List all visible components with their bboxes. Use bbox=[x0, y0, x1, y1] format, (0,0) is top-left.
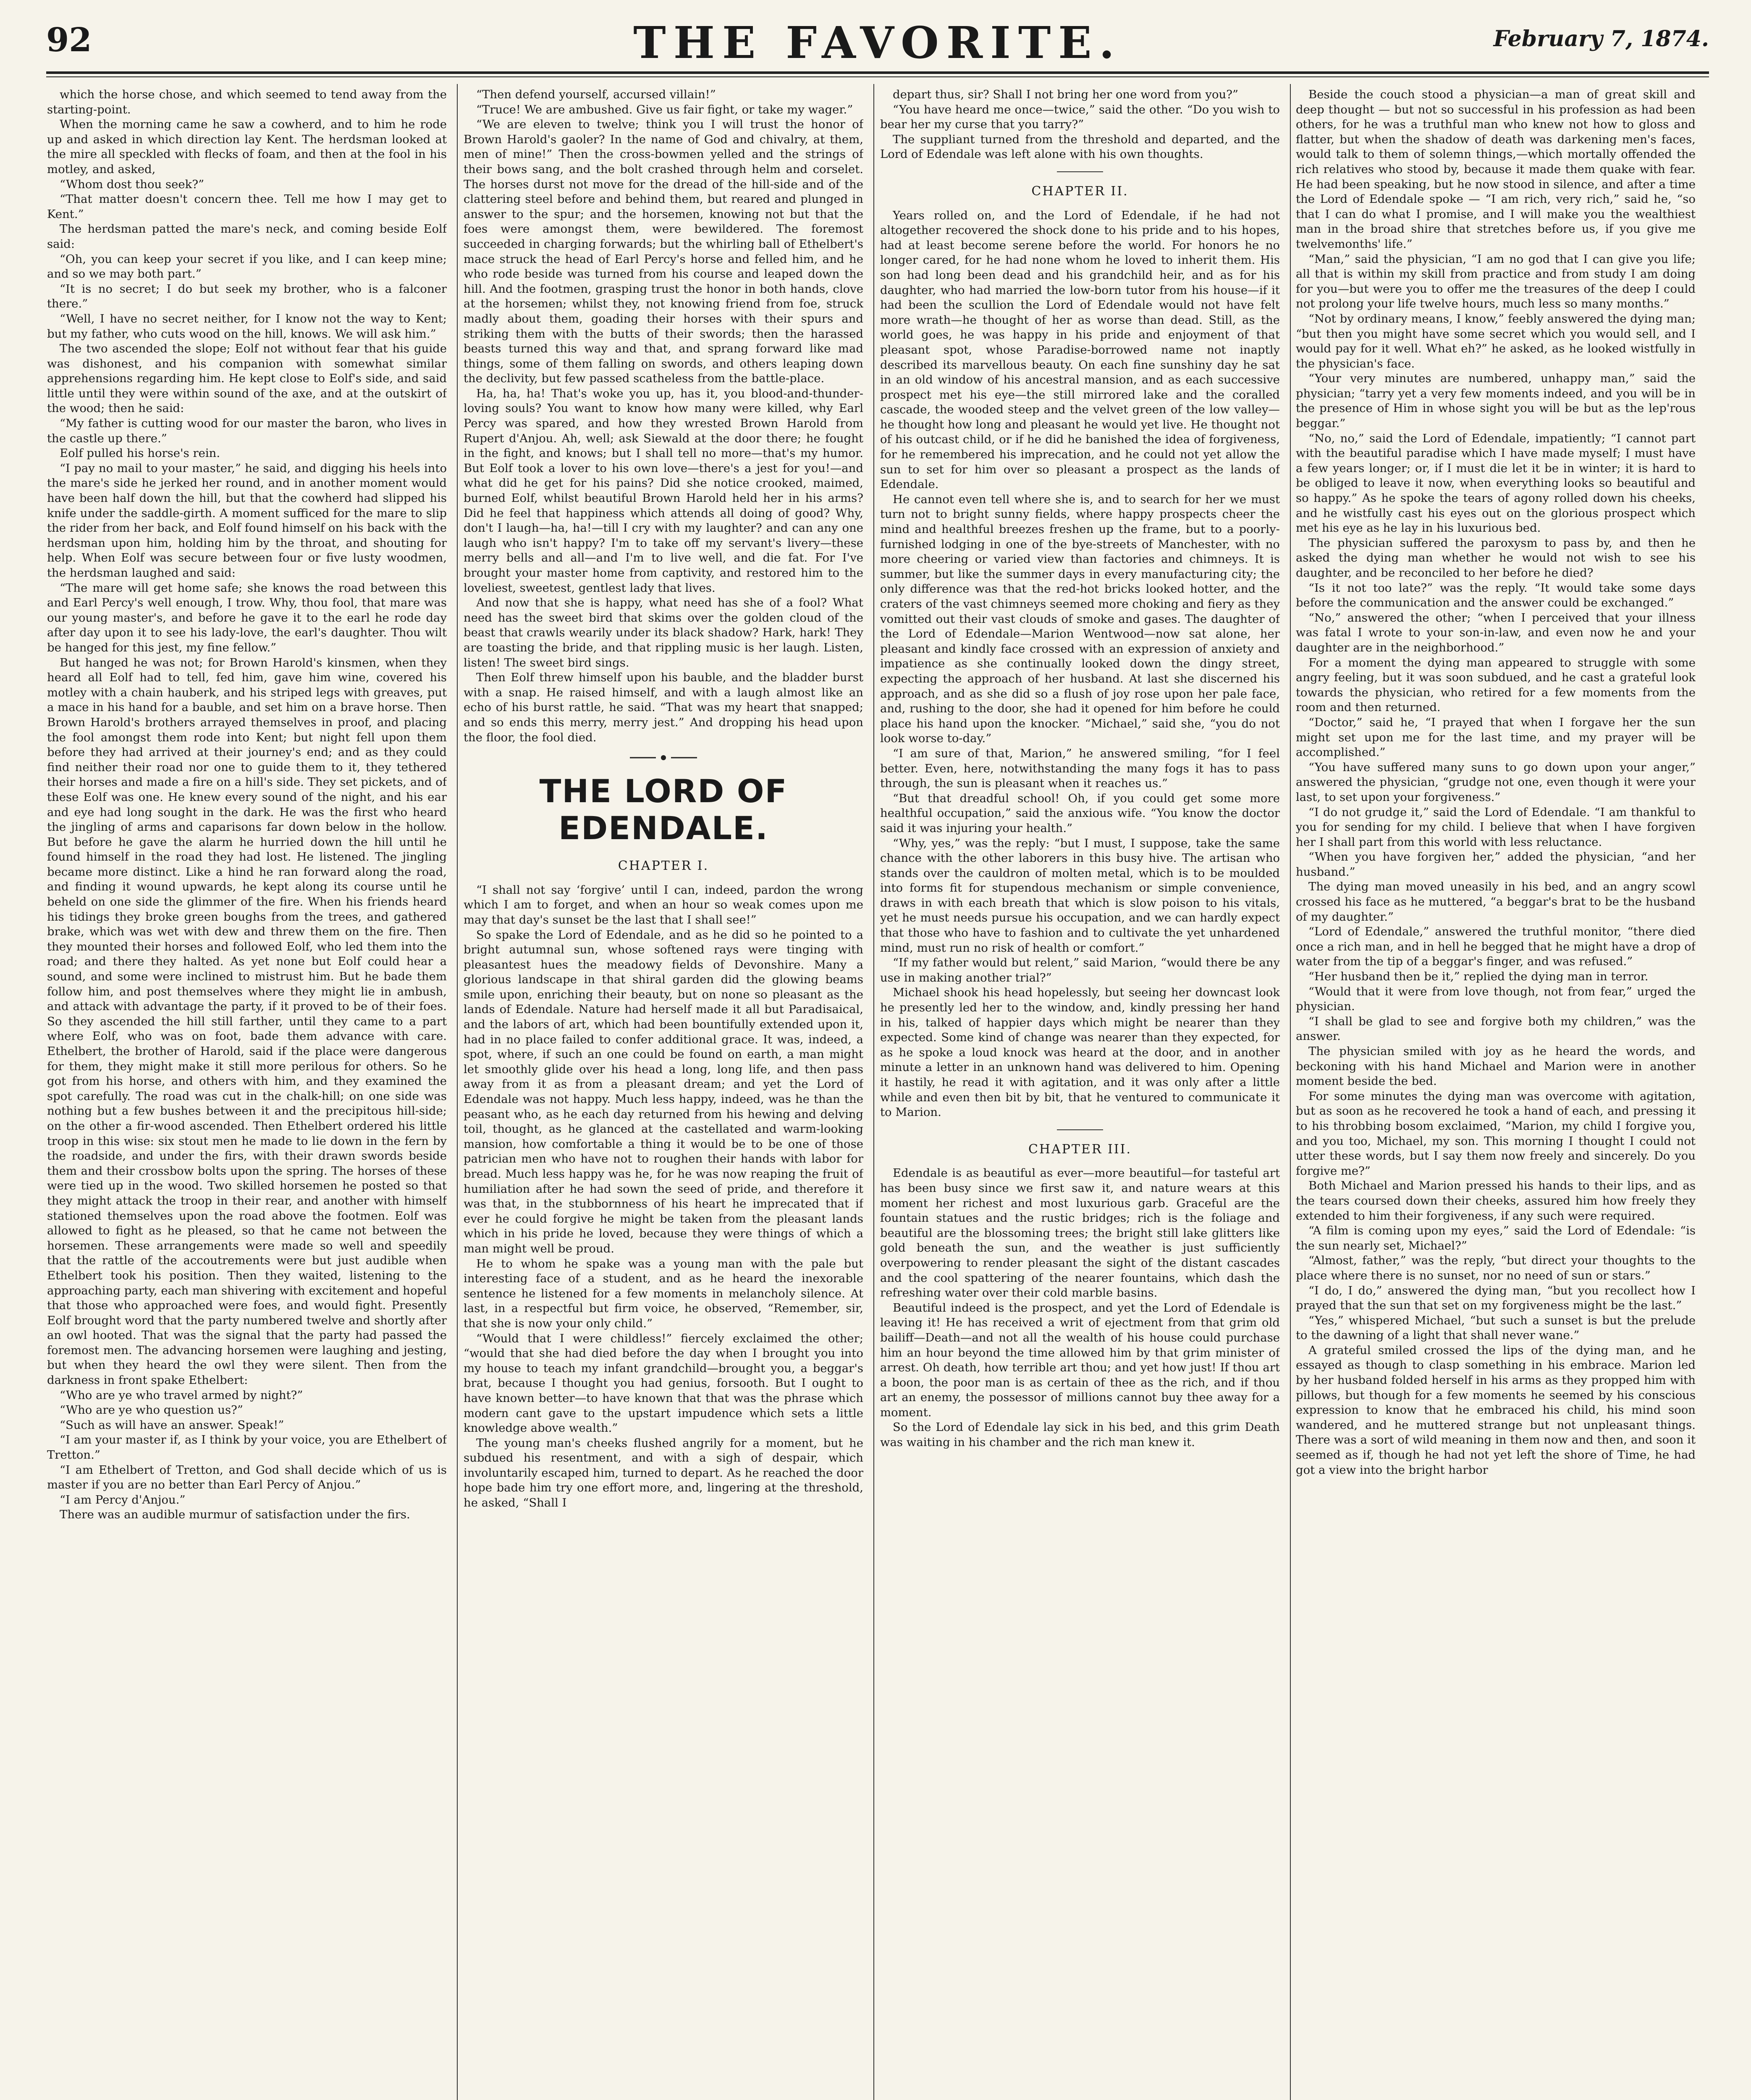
paragraph: “I shall not say ‘forgive’ until I can, indeed, pardon the wrong which I am to forget, and when an hour so weak comes upon me may that day's sunset be the last that I shall see!” bbox=[464, 883, 863, 927]
paragraph: “It is no secret; I do but seek my brother, who is a falconer there.” bbox=[47, 282, 447, 311]
paragraph: “Whom dost thou seek?” bbox=[60, 177, 204, 191]
paragraph: The dying man moved uneasily in his bed, and an angry scowl crossed his face as he muttered, “a beggar's brat to be the husband of my daughter.” bbox=[1296, 880, 1696, 924]
section-rule bbox=[1057, 1129, 1103, 1130]
paragraph: The herdsman patted the mare's neck, and coming beside Eolf said: bbox=[47, 222, 447, 251]
column-2 bbox=[464, 87, 863, 2100]
paragraph: Edendale is as beautiful as ever—more beautiful—for tasteful art has been busy since we first saw it, and nature wears at this moment her richest and most luxurious garb. Graceful are the fountain statues and the rustic bridges; rich is the foliage and beautiful are the blossoming trees; the bright still lake glitters like gold beneath the sun, and the weather is just sufficiently overpowering to render pleasant the sight of the distant cascades and the cool spattering of the nearer fountains, which dash the refreshing water over their cold marble basins. bbox=[880, 1166, 1280, 1300]
paragraph: “Truce! We are ambushed. Give us fair fight, or take my wager.” bbox=[476, 102, 853, 116]
paragraph: “My father is cutting wood for our master the baron, who lives in the castle up there.” bbox=[47, 417, 447, 445]
paragraph: “If my father would but relent,” said Marion, “would there be any use in making another trial?” bbox=[880, 956, 1280, 984]
paragraph: Eolf pulled his horse's rein. bbox=[60, 446, 220, 460]
paragraph: “Why, yes,” was the reply: “but I must, I suppose, take the same chance with the other laborers in this busy hive. The artisan who stands over the cauldron of molten metal, which is to be moulded into forms fit for stupendous mechanism or simple convenience, draws in with each breath that which is slow poison to his vitals, yet he must needs pursue his occupation, and we can hardly expect that those who have to fashion and to cultivate the yet unhardened mind, must run no risk of health or comfort.” bbox=[880, 836, 1280, 955]
paragraph: Years rolled on, and the Lord of Edendale, if he had not altogether recovered the shock done to his pride and to his hopes, had at least become serene before the world. For honors he no longer cared, for he had none whom he loved to inherit them. His son had long been dead and his grandchild heir, and as for his daughter, who had married the low-born tutor from his house—if it had been the scullion the Lord of Edendale would not have felt more wrath—he thought of her as worse than dead. Still, as the world goes, he was happy in his pride and enjoyment of that pleasant spot, whose Paradise-borrowed name not inaptly described its marvellous beauty. On each fine sunshiny day he sat in an old window of his ancestral mansion, and as each successive prospect met his eye—the still mirrored lake and the coralled cascade, the wooded steep and the velvet green of the low valley—he thought how long and pleasant he would yet live. He thought not of his outcast child, or if he did he banished the idea of forgiveness, for he remembered his imprecation, and he could not yet allow the sun to set for him over so pleasant a prospect as the lands of Edendale. bbox=[880, 208, 1280, 491]
paragraph: “Such as will have an answer. Speak!” bbox=[60, 1418, 284, 1432]
paragraph: But hanged he was not; for Brown Harold's kinsmen, when they heard all Eolf had to tell, fed him, gave him wine, covered his motley with a chain hauberk, and his striped legs with greaves, put a mace in his hand for a bauble, and set him on a brave horse. Then Brown Harold's brothers arrayed themselves in proof, and placing the fool amongst them rode into Kent; but night fell upon them before they had arrived at their journey's end; and as they could find neither their road nor one to guide them to it, they tethered their horses and made a fire on a hill's side. They set pickets, and of these Eolf was one. He knew every sound of the night, and his ear and eye had long sought in the dark. He was the first who heard the jingling of arms and caparisons far down below in the hollow. But before he gave the alarm he hurried down the hill until he found himself in the road they had lost. He listened. The jingling became more distinct. Like a hind he ran forward along the road, and finding it wound upwards, he kept along its course until he beheld on one side the glimmer of the fire. When his friends heard his tidings they broke green boughs from the trees, and gathered brake, which was wet with dew and threw them on the fire. Then they mounted their horses and followed Eolf, who led them into the road; and there they halted. As yet none but Eolf could hear a sound, and some were inclined to mistrust him. But he bade them follow him, and post themselves where they might lie in ambush, and attack with advantage the party, if it proved to be of their foes. So they ascended the hill still farther, until they came to a part where Eolf, who was on foot, bade them advance with care. Ethelbert, the brother of Harold, said if the place were dangerous for them, they might make it still more perilous for others. So he got from his horse, and others with him, and they examined the spot carefully. The road was cut in the chalk-hill; on one side was nothing but a few bushes between it and the precipitous hill-side; on the other a fir-wood ascended. Then Ethelbert ordered his little troop in this wise: six stout men he made to lie down in the fern by the roadside, and under the firs, with their drawn swords beside them and their crossbow bolts upon the spring. The horses of these were tied up in the wood. Two skilled horsemen he posted so that they might attack the troop in their rear, and another with himself stationed themselves upon the road above the footmen. Eolf was allowed to fight as he pleased, so that he came not between the horsemen. These arrangements were made so well and speedily that the rattle of the accoutrements were but just audible when Ethelbert took his position. Then they waited, listening to the approaching party, each man shivering with excitement and hopeful that those who approached were foes, and would fight. Presently Eolf brought word that the party numbered twelve and shortly after an owl hooted. That was the signal that the party had passed the foremost men. The advancing horsemen were laughing and jesting, but when they heard the owl they were silent. Then from the darkness in front spake Ethelbert: bbox=[47, 656, 447, 1387]
paragraph: Beside the couch stood a physician—a man of great skill and deep thought — but not so successful in his profession as had been others, for he was a truthful man who knew not how to gloss and flatter, but when the shadow of death was darkening men's faces, would talk to them of solemn things,—which mortally offended the rich relatives who stood by, because it made them quake with fear. He had been speaking, but he now stood in silence, and after a time the Lord of Edendale spoke — “I am rich, very rich,” said he, “so that I can do what I promise, and I will make you the wealthiest man in the broad shire that stretches before us, if you give me twelvemonths' life.” bbox=[1296, 88, 1696, 251]
paragraph: “But that dreadful school! Oh, if you could get some more healthful occupation,” said the anxious wife. “You know the doctor said it was injuring your health.” bbox=[880, 791, 1280, 835]
column-4 bbox=[1296, 87, 1696, 2100]
paragraph: “Oh, you can keep your secret if you like, and I can keep mine; and so we may both part.” bbox=[47, 252, 447, 281]
paragraph: The two ascended the slope; Eolf not without fear that his guide was dishonest, and his companion with somewhat similar apprehensions regarding him. He kept close to Eolf's side, and said little until they were within sound of the axe, and at the outskirt of the wood; then he said: bbox=[47, 342, 447, 415]
paragraph: Then Eolf threw himself upon his bauble, and the bladder burst with a snap. He raised himself, and with a laugh almost like an echo of his burst rattle, he said. “That was my heart that snapped; and so ends this merry, merry jest.” And dropping his head upon the floor, the fool died. bbox=[464, 671, 863, 744]
page-number: 92 bbox=[46, 21, 92, 59]
paragraph: “Not by ordinary means, I know,” feebly answered the dying man; “but then you might have some secret which you would sell, and I would pay for it well. What eh?” he asked, as he looked wistfully in the physician's face. bbox=[1296, 312, 1696, 370]
paragraph: “Lord of Edendale,” answered the truthful monitor, “there died once a rich man, and in hell he begged that he might have a drop of water from the tip of a beggar's finger, and was refused.” bbox=[1296, 925, 1696, 969]
ornament-divider bbox=[630, 753, 697, 762]
paragraph: “Almost, father,” was the reply, “but direct your thoughts to the place where there is no sunset, nor no need of sun or stars.” bbox=[1296, 1254, 1696, 1282]
paragraph: “Her husband then be it,” replied the dying man in terror. bbox=[1308, 970, 1649, 984]
paragraph: “Would that I were childless!” fiercely exclaimed the other; “would that she had died before the day when I brought you into my house to teach my infant grandchild—brought you, a beggar's brat, because I thought you had genius, forsooth. But I ought to have known better—to have known that that was the phrase which modern cant gave to the upstart impudence which sets a little knowledge above wealth.” bbox=[464, 1331, 863, 1435]
story-ending bbox=[464, 87, 863, 745]
chapter-1-text bbox=[464, 883, 863, 1511]
chapter-heading: CHAPTER III. bbox=[1028, 1142, 1132, 1157]
paragraph: “I shall be glad to see and forgive both my children,” was the answer. bbox=[1296, 1014, 1696, 1043]
chapter-2-text bbox=[880, 208, 1280, 1120]
column-3 bbox=[880, 87, 1280, 2100]
paragraph: “No, no,” said the Lord of Edendale, impatiently; “I cannot part with the beautiful paradise which I have made myself; I must have a few years longer; or, if I must die let it be in winter; it is hard to be obliged to leave it now, when everything looks so beautiful and so happy.” As he spoke the tears of agony rolled down his cheeks, and he wistfully cast his eyes out on the glorious prospect which met his eye as he lay in his luxurious bed. bbox=[1296, 431, 1696, 535]
paragraph: “No,” answered the other; “when I perceived that your illness was fatal I wrote to your son-in-law, and even now he and your daughter are in the neighborhood.” bbox=[1296, 611, 1696, 654]
column-divider bbox=[1290, 84, 1291, 2100]
paragraph: “A film is coming upon my eyes,” said the Lord of Edendale: “is the sun nearly set, Michael?” bbox=[1296, 1224, 1696, 1252]
paragraph: Ha, ha, ha! That's woke you up, has it, you blood-and-thunder-loving souls? You want to know how many were killed, why Earl Percy was spared, and how they wrested Brown Harold from Rupert d'Anjou. Ah, well; ask Siewald at the door there; he fought in the fight, and knows; but I shall tell no more—that's my humor. But Eolf took a lover to his own love—there's a jest for you!—and what did he get for his pains? Did she notice crooked, maimed, burned Eolf, whilst beautiful Brown Harold held her in his arms? Did he feel that happiness which attends all doing of good? Why, don't I laugh—ha, ha!—till I cry with my laughter? and can any one laugh who isn't happy? I'm to take off my servant's livery—these merry bells and all—and I'm to live well, and die fat. For I've brought your master home from captivity, and restored him to the loveliest, sweetest, gentlest lady that lives. bbox=[464, 386, 863, 595]
issue-date: February 7, 1874. bbox=[1493, 26, 1709, 52]
paragraph: “I am Ethelbert of Tretton, and God shall decide which of us is master if you are no better than Earl Percy of Anjou.” bbox=[47, 1463, 447, 1492]
paragraph: He cannot even tell where she is, and to search for her we must turn not to bright sunny fields, where happy prospects cheer the mind and healthful breezes freshen up the frame, but to a poorly-furnished lodging in one of the bye-streets of Manchester, with no more cheering or varied view than factories and chimneys. It is summer, but like the summer days in every manufacturing city; the only difference was that the red-hot bricks looked hotter, and the craters of the vast chimneys seemed more choking and fiery as they vomitted out their vast clouds of smoke and gases. The daughter of the Lord of Edendale—Marion Wentwood—now sat alone, her pleasant and kindly face crossed with an expression of anxiety and impatience as she continually looked down the dingy street, expecting the approach of her husband. At last she discerned his approach, and as she did so a flush of joy rose upon her pale face, and, rushing to the door, she had it opened for him before he could place his hand upon the knocker. “Michael,” said she, “you do not look worse to-day.” bbox=[880, 492, 1280, 746]
chapter-heading: CHAPTER II. bbox=[1031, 184, 1129, 199]
paragraph: Beautiful indeed is the prospect, and yet the Lord of Edendale is leaving it! He has received a writ of ejectment from that grim old bailiff—Death—and not all the wealth of his house could purchase him an hour beyond the time allowed him by that grim minister of arrest. Oh death, how terrible art thou; and yet how just! If thou art a boon, the poor man is as certain of thee as the rich, and if thou art an enemy, the possessor of millions cannot buy thee away for a moment. bbox=[880, 1301, 1280, 1419]
masthead-title: THE FAVORITE. bbox=[633, 17, 1122, 68]
paragraph: There was an audible murmur of satisfaction under the firs. bbox=[60, 1508, 410, 1522]
paragraph: depart thus, sir? Shall I not bring her one word from you?” bbox=[893, 88, 1239, 101]
paragraph: “I am your master if, as I think by your voice, you are Ethelbert of Tretton.” bbox=[47, 1433, 447, 1462]
paragraph: For a moment the dying man appeared to struggle with some angry feeling, but it was soon subdued, and he cast a grateful look towards the physician, who retired for a few moments from the room and then returned. bbox=[1296, 656, 1696, 714]
paragraph: “Would that it were from love though, not from fear,” urged the physician. bbox=[1296, 984, 1696, 1013]
paragraph: Both Michael and Marion pressed his hands to their lips, and as the tears coursed down their cheeks, assured him how freely they extended to him their forgiveness, if any such were required. bbox=[1296, 1179, 1696, 1223]
paragraph: “Your very minutes are numbered, unhappy man,” said the physician; “tarry yet a very few moments indeed, and you will be in the presence of Him in whose sight you will be but as the lep'rous beggar.” bbox=[1296, 372, 1696, 430]
paragraph: “Man,” said the physician, “I am no god that I can give you life; all that is within my skill from practice and from study I am doing for you—but were you to offer me the treasures of the deep I could not prolong your life twelve hours, much less so many months.” bbox=[1296, 252, 1696, 311]
paragraph: “I pay no mail to your master,” he said, and digging his heels into the mare's side he jerked her round, and in another moment would have been half down the hill, but that the cowherd had slipped his knife under the saddle-girth. A moment sufficed for the mare to slip the rider from her back, and Eolf found himself on his back with the herdsman upon him, holding him by the throat, and shouting for help. When Eolf was secure between four or five lusty woodmen, the herdsman laughed and said: bbox=[47, 461, 447, 580]
paragraph: “You have heard me once—twice,” said the other. “Do you wish to bear her my curse that you tarry?” bbox=[880, 102, 1280, 131]
chapter-3-text bbox=[880, 1166, 1280, 1450]
story-title: THE LORD OF EDENDALE. bbox=[539, 772, 788, 847]
paragraph: “The mare will get home safe; she knows the road between this and Earl Percy's well enough, I trow. Why, thou fool, that mare was our young master's, and before he gave it to the earl he rode day after day upon it to see his lady-love, the earl's daughter. Thou wilt be hanged for this jest, my fine fellow.” bbox=[47, 581, 447, 654]
masthead-bar bbox=[46, 17, 1709, 67]
paragraph: which the horse chose, and which seemed to tend away from the starting-point. bbox=[47, 88, 447, 116]
header-rule bbox=[46, 71, 1709, 74]
column-divider bbox=[457, 84, 458, 2100]
paragraph: “I am Percy d'Anjou.” bbox=[60, 1493, 186, 1507]
paragraph: “Yes,” whispered Michael, “but such a sunset is but the prelude to the dawning of a light that shall never wane.” bbox=[1296, 1313, 1696, 1342]
paragraph: “That matter doesn't concern thee. Tell me how I may get to Kent.” bbox=[47, 192, 447, 221]
column-1 bbox=[47, 87, 447, 2100]
paragraph: “When you have forgiven her,” added the physician, “and her husband.” bbox=[1296, 850, 1696, 879]
header-rule-thin bbox=[46, 76, 1709, 77]
paragraph: The young man's cheeks flushed angrily for a moment, but he subdued his resentment, and with a sigh of despair, which involuntarily escaped him, turned to depart. As he reached the door hope bade him try one effort more, and, lingering at the threshold, he asked, “Shall I bbox=[464, 1436, 863, 1510]
paragraph: “Doctor,” said he, “I prayed that when I forgave her the sun might set upon me for the last time, and my prayer will be accomplished.” bbox=[1296, 715, 1696, 759]
paragraph: The physician smiled with joy as he heard the words, and beckoning with his hand Michael and Marion were in another moment beside the bed. bbox=[1296, 1045, 1696, 1088]
paragraph: When the morning came he saw a cowherd, and to him he rode up and asked in which direction lay Kent. The herdsman looked at the mire all speckled with flecks of foam, and then at the fool in his motley, and asked, bbox=[47, 118, 447, 176]
paragraph: “Is it not too late?” was the reply. “It would take some days before the communication and the answer could be exchanged.” bbox=[1296, 581, 1696, 610]
paragraph: “We are eleven to twelve; think you I will trust the honor of Brown Harold's gaoler? In the name of God and chivalry, at them, men of mine!” Then the cross-bowmen yelled and the strings of their bows sang, and the bolt crashed through helm and corselet. The horses durst not move for the dread of the hill-side and of the clattering steel before and behind them, but reared and plunged in answer to the spur; and the horsemen, knowing not but that the foes were amongst them, were bewildered. The foremost succeeded in charging forwards; but the whirling ball of Ethelbert's mace struck the head of Earl Percy's horse and felled him, and he who rode beside was turned from his course and leaped down the hill. And the footmen, grasping trust the honor in both hands, clove at the horsemen; whilst they, not knowing friend from foe, struck madly about them, goading their horses with their spurs and striking them with the butts of their swords; then the harassed beasts turned this way and that, and sprang forward like mad things, some of them falling on swords, and others leaping down the declivity, but few passed scatheless from the battle-place. bbox=[464, 118, 863, 386]
paragraph: “I do not grudge it,” said the Lord of Edendale. “I am thankful to you for sending for my child. I believe that when I have forgiven her I shall part from this world with less reluctance. bbox=[1296, 805, 1696, 849]
paragraph: The physician suffered the paroxysm to pass by, and then he asked the dying man whether he would not wish to see his daughter, and be reconciled to her before he died? bbox=[1296, 536, 1696, 580]
chapter-heading: CHAPTER I. bbox=[618, 858, 709, 874]
paragraph: Michael shook his head hopelessly, but seeing her downcast look he presently led her to the window, and, kindly pressing her hand in his, talked of happier days which might be nearer than they expected. Some kind of change was nearer than they expected, for as he spoke a loud knock was heard at the door, and in another minute a letter in an unknown hand was delivered to him. Opening it hastily, he read it with agitation, and it was only after a little while and even then bit by bit, that he ventured to communicate it to Marion. bbox=[880, 986, 1280, 1119]
chapter-1-end bbox=[880, 87, 1280, 162]
paragraph: “Well, I have no secret neither, for I know not the way to Kent; but my father, who cuts wood on the hill, knows. We will ask him.” bbox=[47, 312, 447, 341]
paragraph: “Who are ye who travel armed by night?” bbox=[60, 1388, 303, 1402]
paragraph: “Then defend yourself, accursed villain!” bbox=[476, 88, 716, 101]
paragraph: “I do, I do,” answered the dying man, “but you recollect how I prayed that the sun that set on my forgiveness might be the last.” bbox=[1296, 1284, 1696, 1312]
paragraph: And now that she is happy, what need has she of a fool? What need has the sweet bird that skims over the golden cloud of the beast that crawls wearily under its black shadow? Hark, hark! They are toasting the bride, and that rippling music is her laugh. Listen, listen! The sweet bird sings. bbox=[464, 596, 863, 669]
paragraph: For some minutes the dying man was overcome with agitation, but as soon as he recovered he took a hand of each, and pressing it to his throbbing bosom exclaimed, “Marion, my child I forgive you, and you too, Michael, my son. This morning I thought I could not utter these words, but I say them now freely and sincerely. Do you forgive me?” bbox=[1296, 1089, 1696, 1178]
paragraph: He to whom he spake was a young man with the pale but interesting face of a student, and as he heard the inexorable sentence he listened for a few moments in melancholy silence. At last, in a respectful but firm voice, he observed, “Remember, sir, that she is now your only child.” bbox=[464, 1257, 863, 1330]
paragraph: So the Lord of Edendale lay sick in his bed, and this grim Death was waiting in his chamber and the rich man knew it. bbox=[880, 1420, 1280, 1449]
paragraph: So spake the Lord of Edendale, and as he did so he pointed to a bright autumnal sun, whose softened rays were tinging with pleasantest hues the meadowy fields of Devonshire. Many a glorious landscape in that shiral garden did the glowing beams smile upon, enriching their beauty, but on none so pleasant as the lands of Edendale. Nature had herself made it all but Paradisaical, and the labors of art, which had been bountifully extended upon it, had in no place failed to confer additional grace. It was, indeed, a spot, where, if such an one could be found on earth, a man might let smoothly glide over his head a long, long life, and then pass away from it as from a pleasant dream; and yet the Lord of Edendale was not happy. Much less happy, indeed, was he than the peasant who, as he each day returned from his hewing and delving toil, thought, as he glanced at the castellated and warm-looking mansion, how comfortable a thing it would be to be one of those patrician men who have not to roughen their hands with labor for bread. Much less happy was he, for he was now reaping the fruit of humiliation after he had sown the seed of pride, and therefore it was that, in the stubbornness of his heart he imprecated that if ever he could forgive he might be taken from the pleasant lands which in his pride he loved, because they were things of which a man might well be proud. bbox=[464, 928, 863, 1255]
column-divider bbox=[873, 84, 874, 2100]
paragraph: “You have suffered many suns to go down upon your anger,” answered the physician, “grudge not one, even though it were your last, to set upon your forgiveness.” bbox=[1296, 760, 1696, 804]
paragraph: “Who are ye who question us?” bbox=[60, 1403, 243, 1417]
section-rule bbox=[1057, 171, 1103, 172]
paragraph: The suppliant turned from the threshold and departed, and the Lord of Edendale was left alone with his own thoughts. bbox=[880, 132, 1280, 161]
paragraph: A grateful smiled crossed the lips of the dying man, and he essayed as though to clasp something in his embrace. Marion led by her husband folded herself in his arms as they propped him with pillows, but though for a few moments he seemed by his conscious expression to know that he embraced his child, his mind soon wandered, and he muttered strange but not unpleasant things. There was a sort of wild meaning in them now and then, and soon it seemed as if, though he had not yet left the shore of Time, he had got a view into the bright harbor bbox=[1296, 1343, 1696, 1477]
paragraph: “I am sure of that, Marion,” he answered smiling, “for I feel better. Even, here, notwithstanding the many fogs it has to pass through, the sun is pleasant when it reaches us.” bbox=[880, 746, 1280, 790]
